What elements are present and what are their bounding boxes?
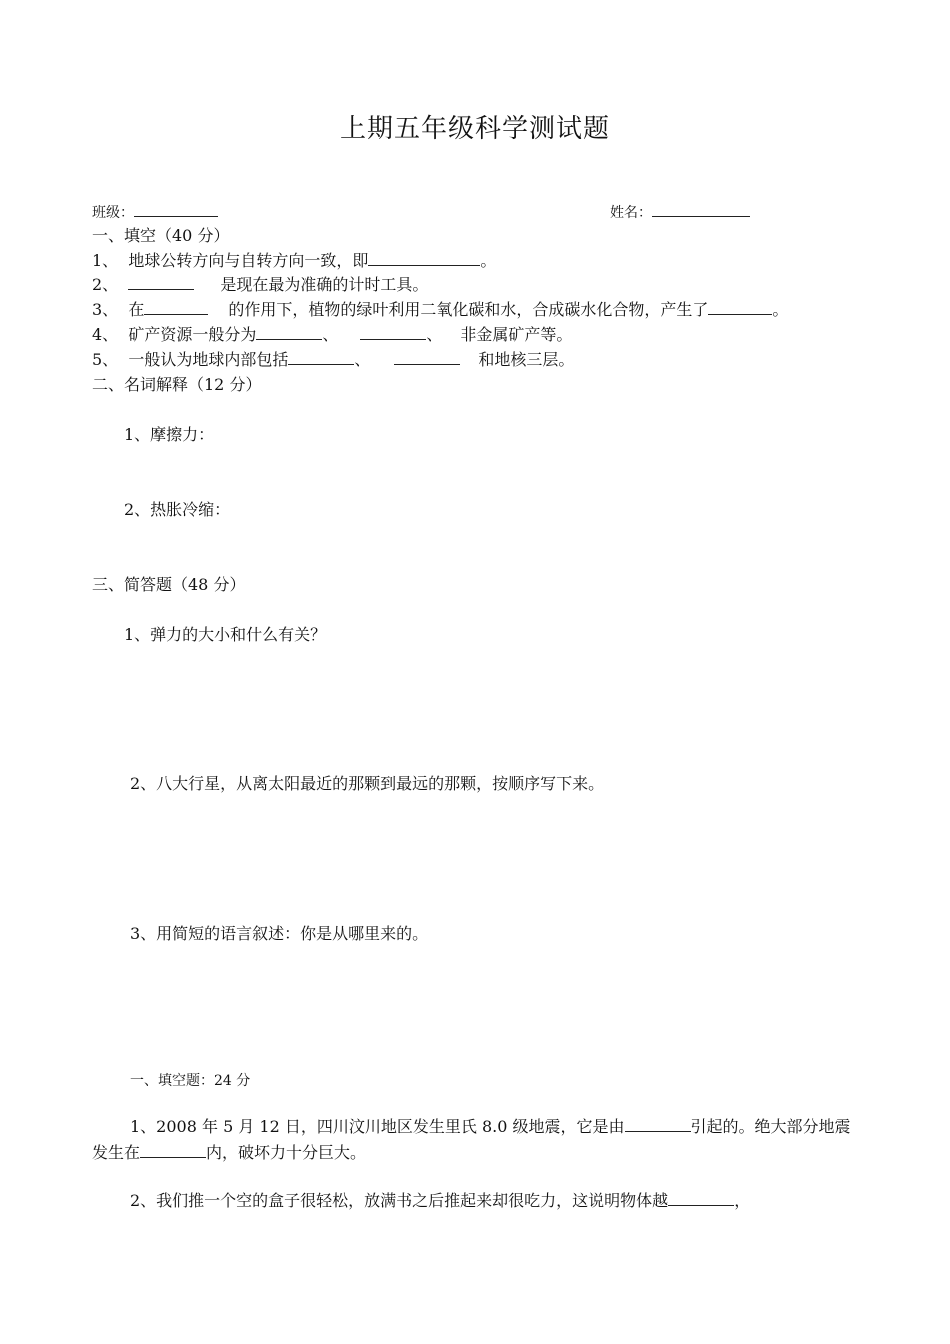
question-1-5: 5、 一般认为地球内部包括 、 和地核三层。: [92, 350, 575, 369]
section2-heading: 二、名词解释（12 分）: [92, 375, 262, 394]
blank-1-3b[interactable]: [708, 299, 772, 315]
blank-4-1a[interactable]: [625, 1116, 691, 1132]
blank-4-1b[interactable]: [140, 1142, 206, 1158]
question-1-4: 4、 矿产资源一般分为 、 、 非金属矿产等。: [92, 325, 573, 344]
class-field: [92, 201, 218, 222]
blank-1-1[interactable]: [368, 250, 480, 266]
name-field: [610, 201, 750, 222]
short-answer-3: 3、用简短的语言叙述：你是从哪里来的。: [130, 924, 429, 943]
fill-paragraph-2: 2、我们推一个空的盒子很轻松，放满书之后推起来却很吃力，这说明物体越 ，: [130, 1191, 751, 1210]
blank-1-3a[interactable]: [144, 299, 208, 315]
name-label: 姓名：: [610, 205, 652, 221]
section1-heading: 一、填空（40 分）: [92, 226, 230, 245]
blank-1-4a[interactable]: [256, 324, 322, 340]
section3-heading: 三、简答题（48 分）: [92, 575, 246, 594]
fill-paragraph-1: 1、2008 年 5 月 12 日，四川汶川地区发生里氏 8.0 级地震，它是由 引起的。绝大部分地震发生在 内，破坏力十分巨大。: [92, 1117, 851, 1162]
class-label: 班级：: [92, 205, 134, 221]
blank-4-2[interactable]: [668, 1190, 734, 1206]
page-title: 上期五年级科学测试题: [339, 114, 610, 144]
blank-1-2[interactable]: [128, 274, 194, 290]
blank-1-4b[interactable]: [360, 324, 426, 340]
class-blank[interactable]: [134, 201, 218, 217]
question-1-2: 2、 是现在最为准确的计时工具。: [92, 275, 429, 294]
blank-1-5a[interactable]: [288, 349, 354, 365]
short-answer-1: 1、弹力的大小和什么有关？: [124, 625, 327, 644]
name-blank[interactable]: [652, 201, 750, 217]
short-answer-2: 2、八大行星，从离太阳最近的那颗到最远的那颗，按顺序写下来。: [130, 774, 605, 793]
term-1: 1、摩擦力：: [124, 425, 215, 444]
blank-1-5b[interactable]: [394, 349, 460, 365]
section4-heading: 一、填空题：24 分: [130, 1073, 251, 1089]
question-1-1: 1、 地球公转方向与自转方向一致，即 。: [92, 251, 497, 270]
term-2: 2、热胀冷缩：: [124, 500, 231, 519]
question-1-3: 3、 在 的作用下，植物的绿叶利用二氧化碳和水，合成碳水化合物，产生了 。: [92, 300, 789, 319]
